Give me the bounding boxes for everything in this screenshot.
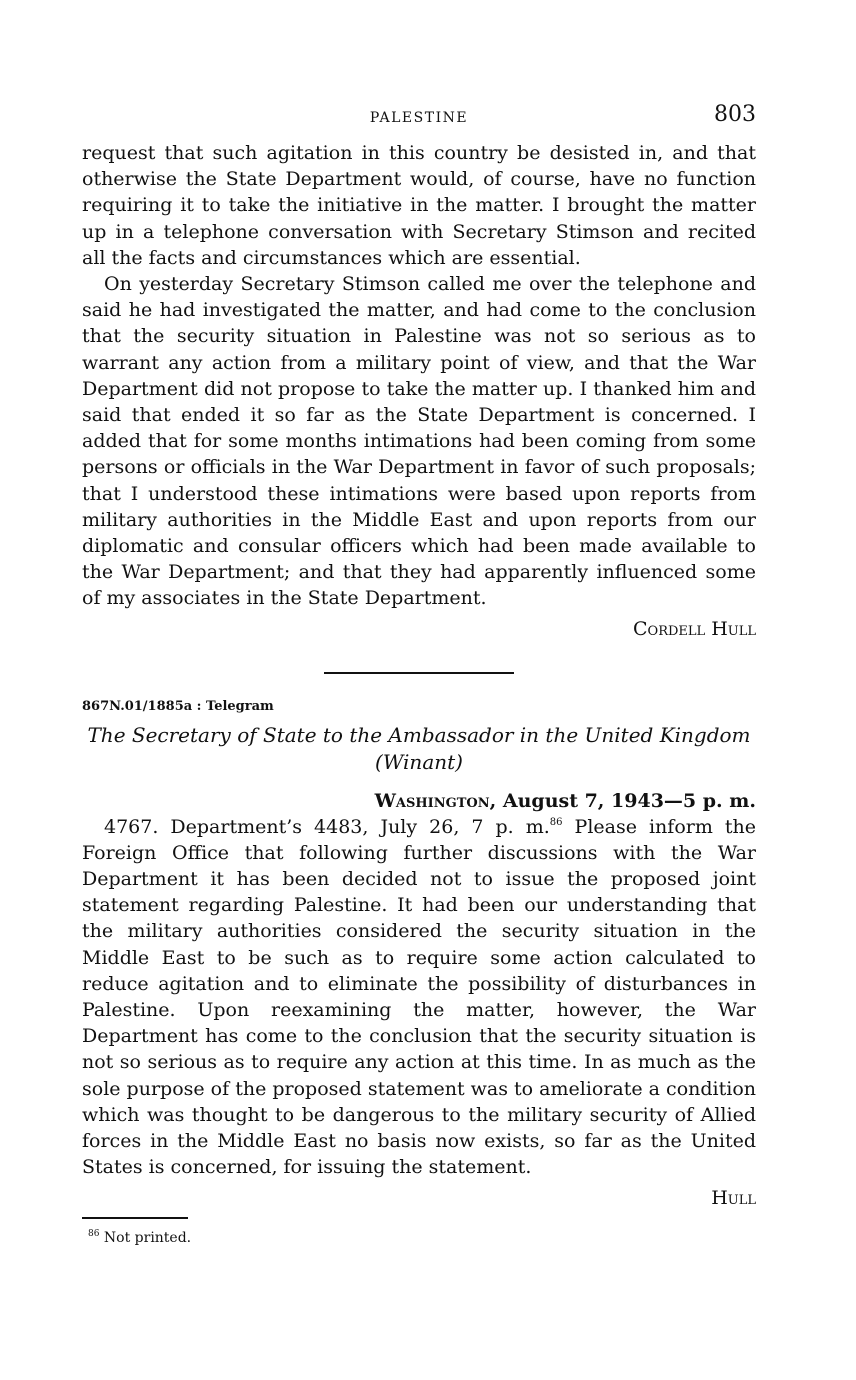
paragraph-1: request that such agitation in this country be desisted in, and that otherwise the State Department would, of course, have no function requiring it to take the initiative in the matter. I brought the matter up in a telephone conversation with Secretary Stimson and recited all the facts and circumstances which are essential. <box>82 142 756 269</box>
document-id: 867N.01/1885a : Telegram <box>82 698 274 714</box>
signature-cordell-hull: Cordell Hull <box>633 617 756 640</box>
telegram-text-rest: Please inform the Foreign Office that following further discussions with the War Department it has been decided not to issue the proposed joint statement regarding Palestine. It had been our understanding that the military authorities considered the security situation in the Middle East to be such as to require some action calculated to reduce agitation and to eliminate the possibility of disturbances in Palestine. Upon reexamining the matter, however, the War Department has come to the conclusion that the security situation is not so serious as to require any action at this time. In as much as the sole purpose of the proposed statement was to ameliorate a condition which was thought to be dangerous to the military security of Allied forces in the Middle East no basis now exists, so far as the United States is concerned, for issuing the statement. <box>82 815 757 1179</box>
footnote-divider <box>82 1217 188 1219</box>
footnote-reference: 86 <box>549 816 563 828</box>
footnote-text: Not printed. <box>103 1229 192 1246</box>
telegram-body <box>82 814 756 1181</box>
dateline-place: Washington, <box>374 789 497 812</box>
running-title: PALESTINE <box>369 110 469 126</box>
telegram-text-start: 4767. Department’s 4483, July 26, 7 p. m. <box>104 815 550 838</box>
document-title-line-1: The Secretary of State to the Ambassador in the United Kingdom <box>87 722 751 747</box>
paragraph-2: On yesterday Secretary Stimson called me over the telephone and said he had investigated the matter, and had come to the conclusion that the security situation in Palestine was not so serious as to warrant any action from a military point of view, and that the War Department did not propose to take the matter up. I thanked him and said that ended it so far as the State Department is concerned. I added that for some months intimations had been coming from some persons or officials in the War Department in favor of such proposals; that I understood these intimations were based upon reports from military authorities in the Middle East and upon reports from our diplomatic and consular officers which had been made available to the War Department; and that they had apparently influenced some of my associates in the State Department. <box>82 273 756 610</box>
signature-hull: Hull <box>711 1186 756 1209</box>
footnote-number: 86 <box>88 1228 100 1239</box>
dateline <box>82 788 756 814</box>
footnote <box>82 1225 756 1247</box>
document-page <box>82 100 756 1247</box>
page-header <box>82 100 756 140</box>
document-title <box>82 722 756 776</box>
dateline-date: August 7, 1943—5 p. m. <box>496 789 756 812</box>
document-title-line-2: (Winant) <box>375 749 463 774</box>
page-number: 803 <box>714 102 756 127</box>
section-divider <box>324 672 514 674</box>
